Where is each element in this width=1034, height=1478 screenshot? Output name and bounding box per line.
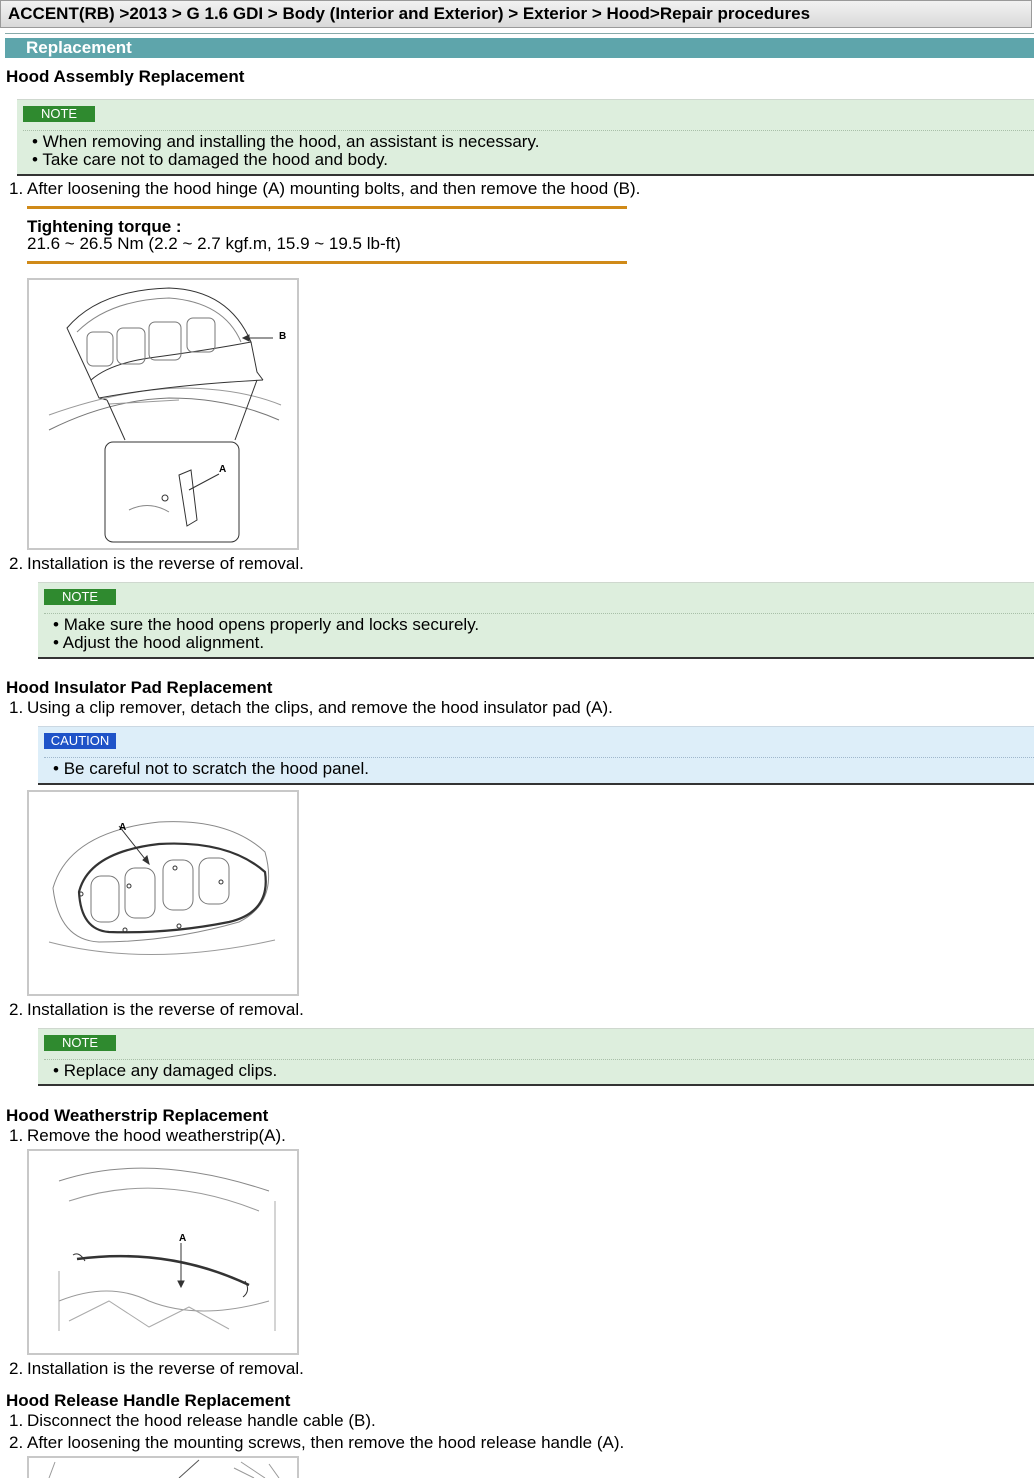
step-item: 1. After loosening the hood hinge (A) mounting bolts, and then remove the hood (B).	[9, 179, 641, 198]
note-box	[38, 1028, 1034, 1086]
torque-label: Tightening torque :	[27, 217, 182, 236]
heading-hood-assembly: Hood Assembly Replacement	[6, 67, 245, 86]
note-tag: NOTE	[23, 106, 95, 122]
caution-box	[38, 726, 1034, 785]
figure-label-a: A	[119, 822, 127, 833]
figure-label-a: A	[179, 1233, 187, 1244]
step-item: 2. Installation is the reverse of removal.	[9, 1359, 304, 1378]
heading-weatherstrip: Hood Weatherstrip Replacement	[6, 1106, 269, 1125]
note-item: • Replace any damaged clips.	[53, 1061, 278, 1080]
release-handle-figure	[27, 1456, 299, 1478]
note-box	[17, 99, 1034, 176]
note-item: • Take care not to damaged the hood and body.	[32, 150, 388, 169]
note-tag: NOTE	[44, 1035, 116, 1051]
heading-release-handle: Hood Release Handle Replacement	[6, 1391, 291, 1410]
note-item: • Make sure the hood opens properly and locks securely.	[53, 615, 480, 634]
insulator-pad-figure	[27, 790, 299, 996]
heading-insulator-pad: Hood Insulator Pad Replacement	[6, 678, 273, 697]
step-item: 1. Disconnect the hood release handle cable (B).	[9, 1411, 376, 1430]
note-divider	[44, 1059, 1034, 1060]
note-item: • Adjust the hood alignment.	[53, 633, 265, 652]
note-divider	[44, 613, 1034, 614]
step-item: 1. Using a clip remover, detach the clips, and remove the hood insulator pad (A).	[9, 698, 613, 717]
caution-tag: CAUTION	[44, 733, 116, 749]
step-item: 1. Remove the hood weatherstrip(A).	[9, 1126, 286, 1145]
figure-label-b: B	[279, 331, 287, 342]
section-title: Replacement	[5, 38, 1034, 58]
breadcrumb: ACCENT(RB) >2013 > G 1.6 GDI > Body (Interior and Exterior) > Exterior > Hood>Repair procedures	[0, 0, 1032, 28]
note-item: • When removing and installing the hood, an assistant is necessary.	[32, 132, 540, 151]
header-divider	[5, 33, 1034, 34]
hood-assembly-figure	[27, 278, 299, 550]
caution-divider	[44, 757, 1034, 758]
caution-item: • Be careful not to scratch the hood panel.	[53, 759, 369, 778]
step-item: 2. After loosening the mounting screws, then remove the hood release handle (A).	[9, 1433, 625, 1452]
note-box	[38, 582, 1034, 659]
weatherstrip-figure	[27, 1149, 299, 1355]
torque-value: 21.6 ~ 26.5 Nm (2.2 ~ 2.7 kgf.m, 15.9 ~ 19.5 lb-ft)	[27, 234, 401, 253]
figure-label-a: A	[219, 464, 227, 475]
torque-spec	[27, 206, 627, 264]
step-item: 2. Installation is the reverse of removal.	[9, 554, 304, 573]
note-divider	[23, 130, 1034, 131]
note-tag: NOTE	[44, 589, 116, 605]
step-item: 2. Installation is the reverse of removal.	[9, 1000, 304, 1019]
